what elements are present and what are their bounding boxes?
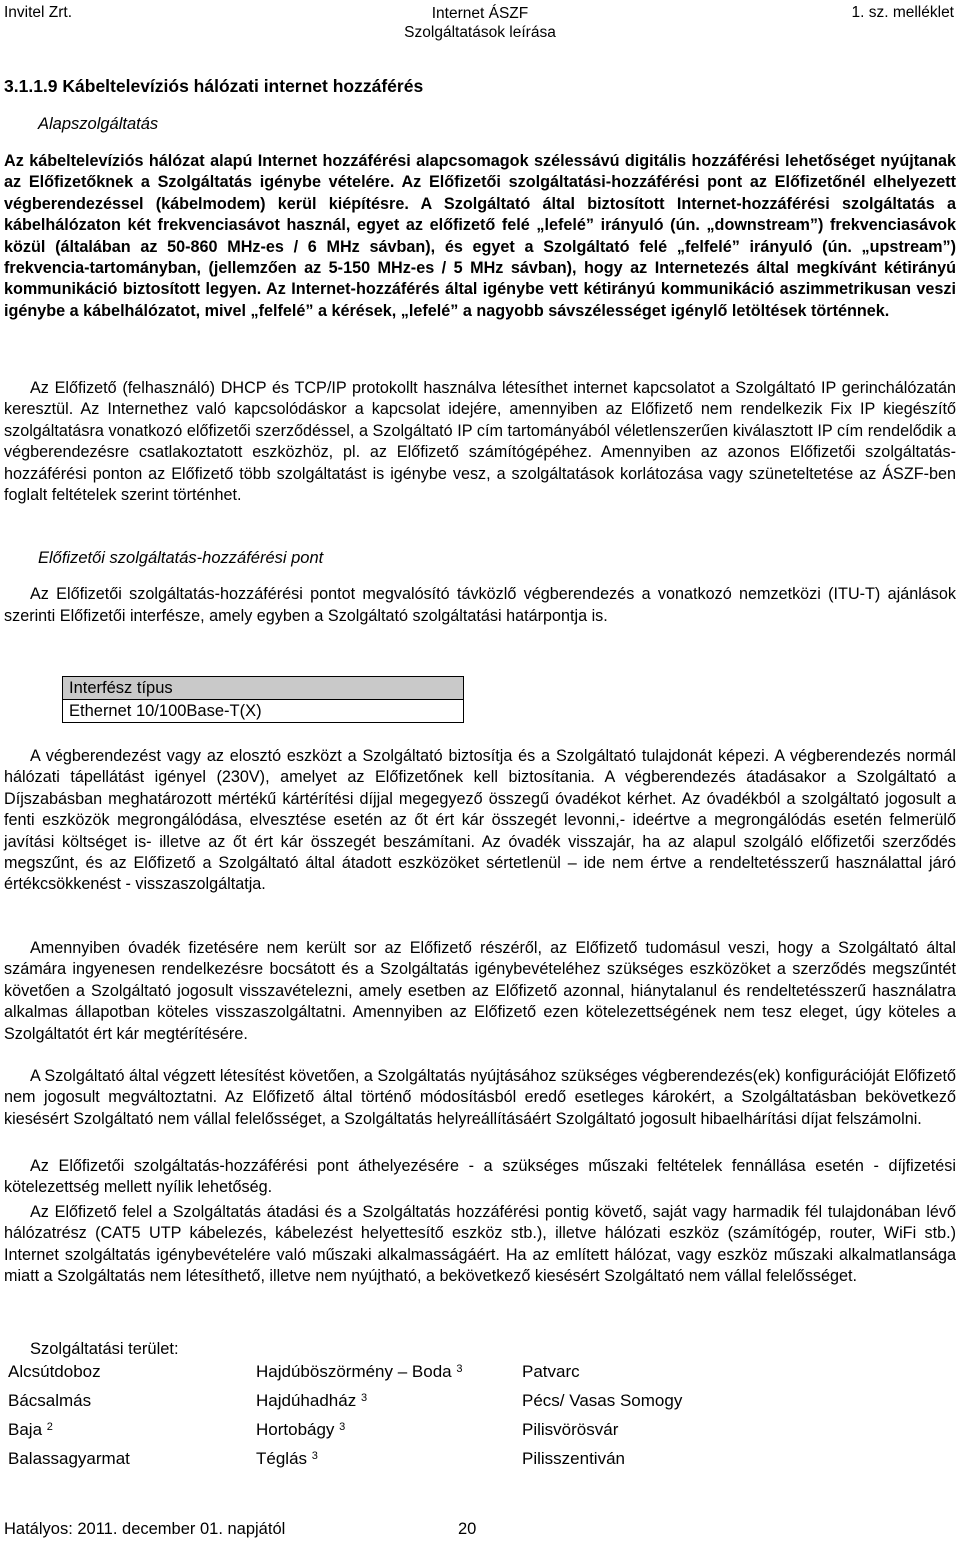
service-area-item: Téglás $^3$ (256, 1449, 318, 1468)
service-area-title: Szolgáltatási terület: (30, 1340, 179, 1358)
footer-effective-date: Hatályos: 2011. december 01. napjától (4, 1520, 286, 1538)
service-area-item: Patvarc (522, 1362, 580, 1381)
paragraph-relocation: Az Előfizetői szolgáltatás-hozzáférési pont áthelyezésére - a szükséges műszaki feltételek fennállása esetén - díjfizetési kötelezettség mellett nyílik lehetőség. (4, 1157, 956, 1197)
service-area-item: Hortobágy $^3$ (256, 1420, 346, 1439)
access-point-text: Az Előfizetői szolgáltatás-hozzáférési pontot megvalósító távközlő végberendezés a vonatkozó nemzetközi (ITU-T) ajánlások szerinti Előfizetői interfésze, amely egyben a Szolgáltató szolgáltatási határpontja is. (4, 585, 956, 625)
service-area-item: Pilisvörösvár (522, 1420, 619, 1439)
area-footnote: 3 (339, 1421, 346, 1433)
header-doc-title-line2: Szolgáltatások leírása (404, 24, 556, 41)
dhcp-paragraph: Az Előfizető (felhasználó) DHCP és TCP/IP protokollt használva létesíthet internet kapcsolatot a Szolgáltató IP gerinchálózatán keresztül. Az Internethez való kapcsolódáskor a kapcsolat idejére, amennyiben az Előfizető nem rendelkezik Fix IP kiegészítő szolgáltatásra vonatkozó előfizetői szerződéssel, a Szolgáltató IP cím tartományából véletlenszerűen kiválasztott IP cím rendelődik a végberendezésre csatlakoztatott eszközhöz, pl. az Előfizető számítógépéhez. Amennyiben az azonos Előfizetői szolgáltatás-hozzáférési ponton az Előfizető több szolgáltatást is igénybe vesz, a szolgáltatások korlátozása vagy szüneteltetése az ÁSZF-ben foglalt feltételek szerint történhet. (4, 379, 956, 505)
header-doc-title-line1: Internet ÁSZF (431, 5, 529, 22)
service-area-item: Baja $^2$ (8, 1420, 53, 1439)
page-number: 20 (458, 1520, 477, 1538)
service-area-item: Alcsútdoboz (8, 1362, 101, 1381)
service-area-item: Bácsalmás (8, 1391, 92, 1410)
service-area-item: Pécs/ Vasas Somogy (522, 1391, 683, 1410)
paragraph-no-deposit: Amennyiben óvadék fizetésére nem került sor az Előfizető részéről, az Előfizető tudomásul veszi, hogy a Szolgáltató által számára ingyenesen rendelkezésre bocsátott és a Szolgáltatás igénybevételéhez szükséges eszközöket a szerződés megszűntét követően a Szolgáltató jogosult visszavételezni, amely esetben az Előfizető azonnal, hiánytalanul és rendeltetésszerű használatra alkalmas állapotban köteles visszaszolgáltatni. Amennyiben az Előfizető ezen kötelezettségének nem tesz eleget, úgy köteles a Szolgáltatót ért kár megtérítésére. (4, 939, 956, 1043)
area-footnote: 3 (360, 1392, 368, 1404)
interface-table (62, 676, 464, 723)
service-area-item: Hajdúböszörmény – Boda $^3$ (256, 1362, 463, 1381)
area-footnote: 3 (456, 1363, 463, 1375)
area-footnote: 2 (46, 1421, 53, 1433)
section-title: 3.1.1.9 Kábeltelevíziós hálózati internet hozzáférés (4, 76, 424, 96)
area-footnote: 3 (311, 1450, 318, 1462)
intro-paragraph: Az kábeltelevíziós hálózat alapú Internet hozzáférési alapcsomagok szélessávú digitális hozzáférési lehetőséget nyújtanak az Előfizetőknek a Szolgáltatás igénybe vételére. Az Előfizetői szolgáltatási-hozzáférési pont az Előfizetőnél elhelyezett végberendezéssel (kábelmodem) kerül kiépítésre. A Szolgáltató által biztosított Internet-hozzáférési szolgáltatás a kábelhálózaton két frekvenciasávot használ, egyet az előfizető felé „lefelé” irányuló (ún. „downstream”) frekvenciasávok közül (általában az 50-860 MHz-es / 6 MHz sávban), és egyet a Szolgáltató felé „felfelé” irányuló (ún. „upstream”) frekvencia-tartományban, (jellemzően az 5-150 MHz-es / 5 MHz sávban), hogy az Internetezés által megkívánt kétirányú kommunikáció biztosított legyen. Az Internet-hozzáférés által igénybe vett kétirányú kommunikáció aszimmetrikusan veszi igénybe a kábelhálózatot, mivel „felfelé” a kérések, „lefelé” a nagyobb sávszélességet igénylő letöltések történnek. (4, 152, 956, 320)
basic-service-label: Alapszolgáltatás (38, 115, 159, 133)
access-point-title: Előfizetői szolgáltatás-hozzáférési pont (38, 549, 324, 567)
paragraph-configuration: A Szolgáltató által végzett létesítést követően, a Szolgáltatás nyújtásához szükséges végberendezés(ek) konfigurációját Előfizető nem jogosult megváltoztatni. Az Előfizető által történő módosításból eredő esetleges károkért, a Szolgáltatásban bekövetkező kiesésért Szolgáltató nem vállal felelősséget, a Szolgáltatás helyreállításáért Szolgáltató jogosult hibaelhárítási díjat felszámolni. (4, 1067, 956, 1128)
paragraph-equipment: A végberendezést vagy az elosztó eszközt a Szolgáltató biztosítja és a Szolgáltató tulajdonát képezi. A végberendezés normál hálózati tápellátást igényel (230V), amelyet az Előfizetőnek kell biztosítania. A végberendezés átadásakor a Szolgáltató a Díjszabásban meghatározott mértékű kártérítési díjjal megegyező összegű óvadékot kérhet. Az óvadékból a szolgáltató jogosult a fenti eszközök megrongálódása, elvesztése esetén az őt ért kár összegét levonni,- ideértve a megrongálódás esetén felmerülő javítási költséget is- illetve az őt ért kár összegét beszámítani. Az óvadék visszajár, ha az alapul szolgáló előfizetői szerződés megszűnt, és az Előfizető a Szolgáltató által átadott eszközöket sértetlenül – ide nem értve a rendeltetésszerű használattal járó értékcsökkenést - visszaszolgáltatja. (4, 747, 956, 894)
interface-table-header: Interfész típus (63, 677, 464, 700)
service-area-item: Balassagyarmat (8, 1449, 130, 1468)
interface-table-value: Ethernet 10/100Base-T(X) (63, 700, 464, 723)
service-area-item: Hajdúhadház $^3$ (256, 1391, 368, 1410)
header-doc-title (387, 4, 573, 42)
service-area-item: Pilisszentiván (522, 1449, 625, 1468)
header-company: Invitel Zrt. (4, 4, 73, 21)
paragraph-liability: Az Előfizető felel a Szolgáltatás átadási és a Szolgáltatás hozzáférési pontig követő, saját vagy harmadik fél tulajdonában lévő hálózatrész (CAT5 UTP kábelezés, kábelezést helyettesítő eszköz stb.), illetve hálózati eszköz (számítógép, router, WiFi stb.) Internet szolgáltatás igénybevételére való műszaki alkalmasságáért. Ha az említett hálózat, vagy eszköz műszaki alkalmatlansága miatt a Szolgáltatás nem létesíthető, illetve nem nyújtható, a bekövetkező kiesésért Szolgáltató nem vállal felelősséget. (4, 1203, 956, 1286)
header-annex: 1. sz. melléklet (851, 4, 954, 21)
